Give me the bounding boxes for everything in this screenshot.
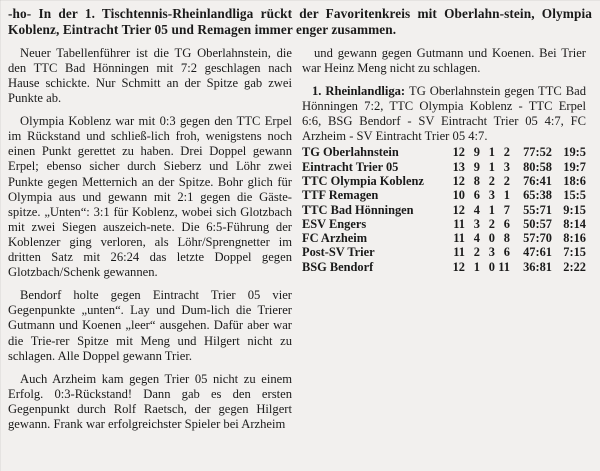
drawn: 1	[488, 202, 495, 217]
points: 7:15	[563, 245, 586, 260]
points: 18:6	[563, 173, 586, 188]
points: 19:5	[563, 145, 586, 160]
points: 19:7	[563, 159, 586, 174]
results-block	[302, 84, 586, 144]
played: 12	[452, 145, 465, 160]
drawn: 1	[488, 159, 495, 174]
scan-edge-top	[0, 0, 600, 1]
goals: 77:52	[523, 145, 552, 160]
played: 11	[453, 231, 465, 246]
played: 12	[452, 202, 465, 217]
points: 15:5	[563, 188, 586, 203]
team-name: TTC Olympia Koblenz	[302, 173, 424, 188]
right-column	[302, 46, 586, 274]
lost: 7	[503, 202, 510, 217]
table-row	[302, 188, 586, 202]
drawn: 1	[488, 145, 495, 160]
points: 8:14	[563, 216, 586, 231]
played: 10	[452, 188, 465, 203]
goals: 80:58	[523, 159, 552, 174]
paragraph: Neuer Tabellenführer ist die TG Oberlahnstein, die den TTC Bad Hönningen mit 7:2 geschlagen nach Hause schickte. Nur Schmitt an der Spitze gab zwei Punkte ab.	[8, 45, 292, 106]
drawn: 0	[488, 259, 495, 274]
drawn: 3	[488, 245, 495, 260]
results-text: TG Oberlahnstein gegen TTC Bad Hönningen 7:2, TTC Olympia Koblenz - TTC Erpel 6:6, BSG Bendorf - SV Eintracht Trier 05 4:7, FC Arzheim - SV Eintracht Trier 05 4:7.	[302, 84, 586, 144]
drawn: 3	[488, 188, 495, 203]
lost: 8	[503, 231, 510, 246]
table-row	[302, 217, 586, 231]
goals: 36:81	[523, 259, 552, 274]
won: 9	[473, 159, 480, 174]
won: 6	[473, 188, 480, 203]
team-name: Post-SV Trier	[302, 245, 375, 260]
goals: 50:57	[523, 216, 552, 231]
paragraph-continued: und gewann gegen Gutmann und Koenen. Bei Trier war Heinz Meng nicht zu schlagen.	[302, 45, 586, 75]
table-row	[302, 245, 586, 259]
team-name: TTC Bad Hönningen	[302, 202, 414, 217]
scan-edge-left	[0, 0, 1, 471]
played: 12	[452, 259, 465, 274]
won: 1	[473, 259, 480, 274]
lost: 2	[503, 173, 510, 188]
lost: 6	[503, 216, 510, 231]
goals: 55:71	[523, 202, 552, 217]
table-row	[302, 231, 586, 245]
goals: 76:41	[523, 173, 552, 188]
table-row	[302, 160, 586, 174]
won: 2	[473, 245, 480, 260]
lost: 11	[498, 259, 510, 274]
played: 12	[452, 173, 465, 188]
table-row	[302, 203, 586, 217]
won: 9	[473, 145, 480, 160]
lost: 1	[503, 188, 510, 203]
article-columns	[8, 46, 592, 432]
results-heading: 1. Rheinlandliga:	[312, 84, 406, 98]
paragraph: Bendorf holte gegen Eintracht Trier 05 vier Gegenpunkte „unten“. Lay und Dum-lich die Trierer Gutmann und Koenen „leer“ ausgehen. Dafür aber war die Trie-rer Spitze mit Meng und Hilgert nicht zu schlagen. Alle Doppel gewann Trier.	[8, 288, 292, 363]
headline-text: In der 1. Tischtennis-Rheinlandliga rückt der Favoritenkreis mit Oberlahn-stein, Olympia Koblenz, Eintracht Trier 05 und Remagen immer enger zusammen.	[8, 6, 592, 38]
won: 4	[473, 202, 480, 217]
won: 8	[473, 173, 480, 188]
team-name: TG Oberlahnstein	[302, 145, 399, 160]
team-name: FC Arzheim	[302, 231, 368, 246]
points: 8:16	[563, 231, 586, 246]
played: 13	[452, 159, 465, 174]
article-headline	[8, 6, 592, 39]
won: 3	[473, 216, 480, 231]
won: 4	[473, 231, 480, 246]
team-name: BSG Bendorf	[302, 259, 374, 274]
table-row	[302, 260, 586, 274]
table-row	[302, 174, 586, 188]
points: 2:22	[563, 259, 586, 274]
table-row	[302, 145, 586, 159]
lost: 6	[503, 245, 510, 260]
drawn: 2	[488, 173, 495, 188]
paragraph: Auch Arzheim kam gegen Trier 05 nicht zu einem Erfolg. 0:3-Rückstand! Dann gab es den ersten Gegenpunkt durch Rolf Raetsch, der gegen Hilgert gewann. Frank war erfolgreichster Spieler bei Arzheim	[8, 371, 292, 431]
played: 11	[453, 216, 465, 231]
drawn: 0	[488, 231, 495, 246]
paragraph: Olympia Koblenz war mit 0:3 gegen den TTC Erpel im Rückstand und schließ-lich froh, wenigstens noch einen Punkt gerettet zu haben. Drei Doppel gewann Erpel; ebenso sicher durch Sieberz und Löhr zwei Punkte gegen Metternich an der Spitze. Bohr glich für Olympia aus und gewann mit 2:1 gegen die Gäste-spitze. „Unten“: 3:1 für Koblenz, wobei sich Glotzbach mit zwei Siegen auszeich-nete. Die 6:5-Führung der Koblenzer ging verloren, als Löhr/Sprengnetter im dritten Satz mit 26:24 das letzte Doppel gegen Glotzbach/Schenk gewannen.	[8, 114, 292, 280]
played: 11	[453, 245, 465, 260]
team-name: Eintracht Trier 05	[302, 159, 399, 174]
team-name: ESV Engers	[302, 216, 367, 231]
drawn: 2	[488, 216, 495, 231]
points: 9:15	[563, 202, 586, 217]
standings-table	[302, 145, 586, 274]
byline: -ho-	[8, 6, 32, 21]
lost: 2	[503, 145, 510, 160]
goals: 65:38	[523, 188, 552, 203]
goals: 47:61	[523, 245, 552, 260]
team-name: TTF Remagen	[302, 188, 379, 203]
goals: 57:70	[523, 231, 552, 246]
left-column	[8, 46, 292, 432]
lost: 3	[503, 159, 510, 174]
